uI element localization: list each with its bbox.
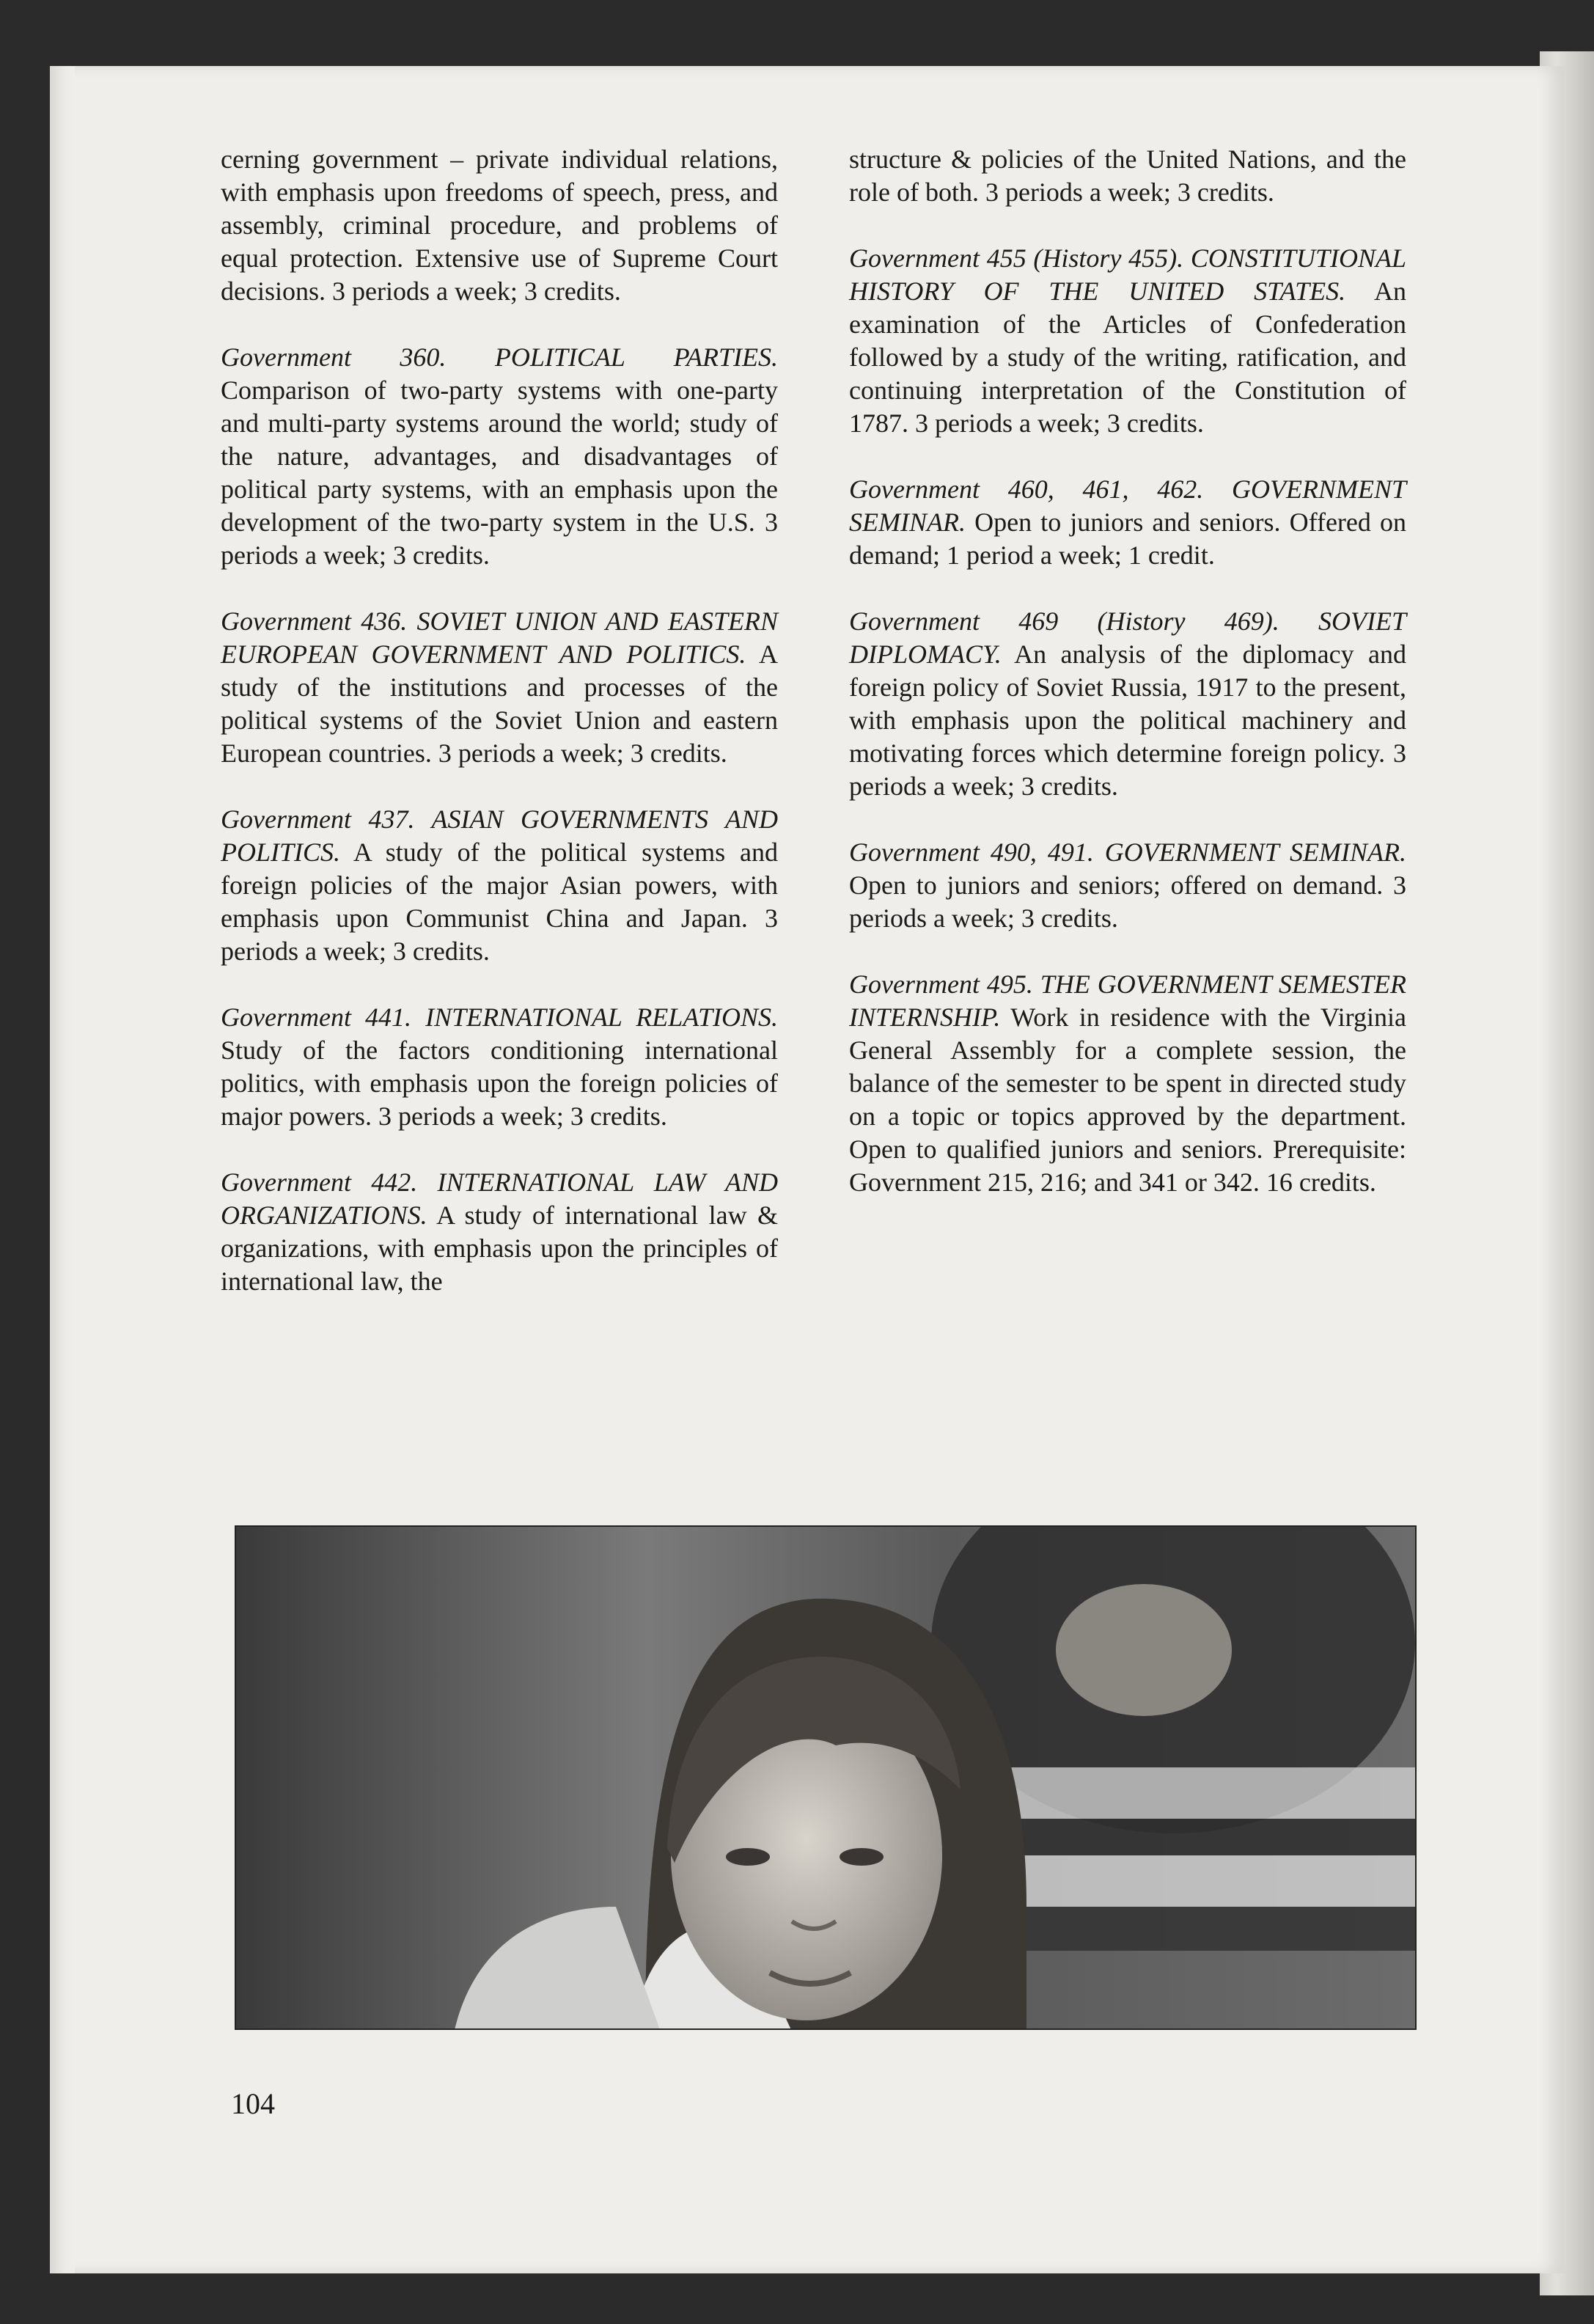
- course-entry: Government 455 (History 455). CONSTITUTIONAL HISTORY OF THE UNITED STATES. An examination of the Articles of Confederation followed by a study of the writing, ratification, and continuing interpretation of the Constitution of 1787. 3 periods a week; 3 credits.: [849, 243, 1407, 438]
- course-entry: Government 460, 461, 462. GOVERNMENT SEMINAR. Open to juniors and seniors. Offered on demand; 1 period a week; 1 credit.: [849, 474, 1407, 570]
- course-entry: Government 360. POLITICAL PARTIES. Comparison of two-party systems with one-party and multi-party systems around the world; study of the nature, advantages, and disadvantages of political party systems, with an emphasis upon the development of the two-party system in the U.S. 3 periods a week; 3 credits.: [221, 342, 778, 570]
- course-entry: Government 469 (History 469). SOVIET DIPLOMACY. An analysis of the diplomacy and foreign policy of Soviet Russia, 1917 to the present, with emphasis upon the political machinery and motivating forces which determine foreign policy. 3 periods a week; 3 credits.: [849, 606, 1407, 801]
- page-edge: [50, 66, 75, 2273]
- course-entry: cerning government – private individual relations, with emphasis upon freedoms of speech, press, and assembly, criminal procedure, and problems of equal protection. Extensive use of Supreme Court decisions. 3 periods a week; 3 credits.: [221, 144, 778, 306]
- student-photograph: [235, 1525, 1417, 2030]
- course-entry: Government 495. THE GOVERNMENT SEMESTER INTERNSHIP. Work in residence with the Virginia General Assembly for a complete session, the balance of the semester to be spent in directed study on a topic or topics approved by the department. Open to qualified juniors and seniors. Prerequisite: Government 215, 216; and 341 or 342. 16 credits.: [849, 969, 1406, 1197]
- page-number: 104: [231, 2087, 275, 2120]
- left-column: [221, 143, 778, 1331]
- course-entry: Government 490, 491. GOVERNMENT SEMINAR. Open to juniors and seniors; offered on demand. 3 periods a week; 3 credits.: [849, 837, 1406, 933]
- course-entry: Government 441. INTERNATIONAL RELATIONS. Study of the factors conditioning international politics, with emphasis upon the foreign policies of major powers. 3 periods a week; 3 credits.: [221, 1002, 778, 1131]
- right-column: [849, 143, 1406, 1232]
- course-entry: structure & policies of the United Nations, and the role of both. 3 periods a week; 3 credits.: [849, 144, 1406, 207]
- course-entry: Government 436. SOVIET UNION AND EASTERN EUROPEAN GOVERNMENT AND POLITICS. A study of the institutions and processes of the political systems of the Soviet Union and eastern European countries. 3 periods a week; 3 credits.: [221, 606, 778, 768]
- photo-illustration: [235, 1525, 1417, 2030]
- course-entry: Government 442. INTERNATIONAL LAW AND ORGANIZATIONS. A study of international law & organizations, with emphasis upon the principles of international law, the: [221, 1168, 778, 1296]
- course-entry: Government 437. ASIAN GOVERNMENTS AND POLITICS. A study of the political systems and foreign policies of the major Asian powers, with emphasis upon Communist China and Japan. 3 periods a week; 3 credits.: [221, 804, 778, 966]
